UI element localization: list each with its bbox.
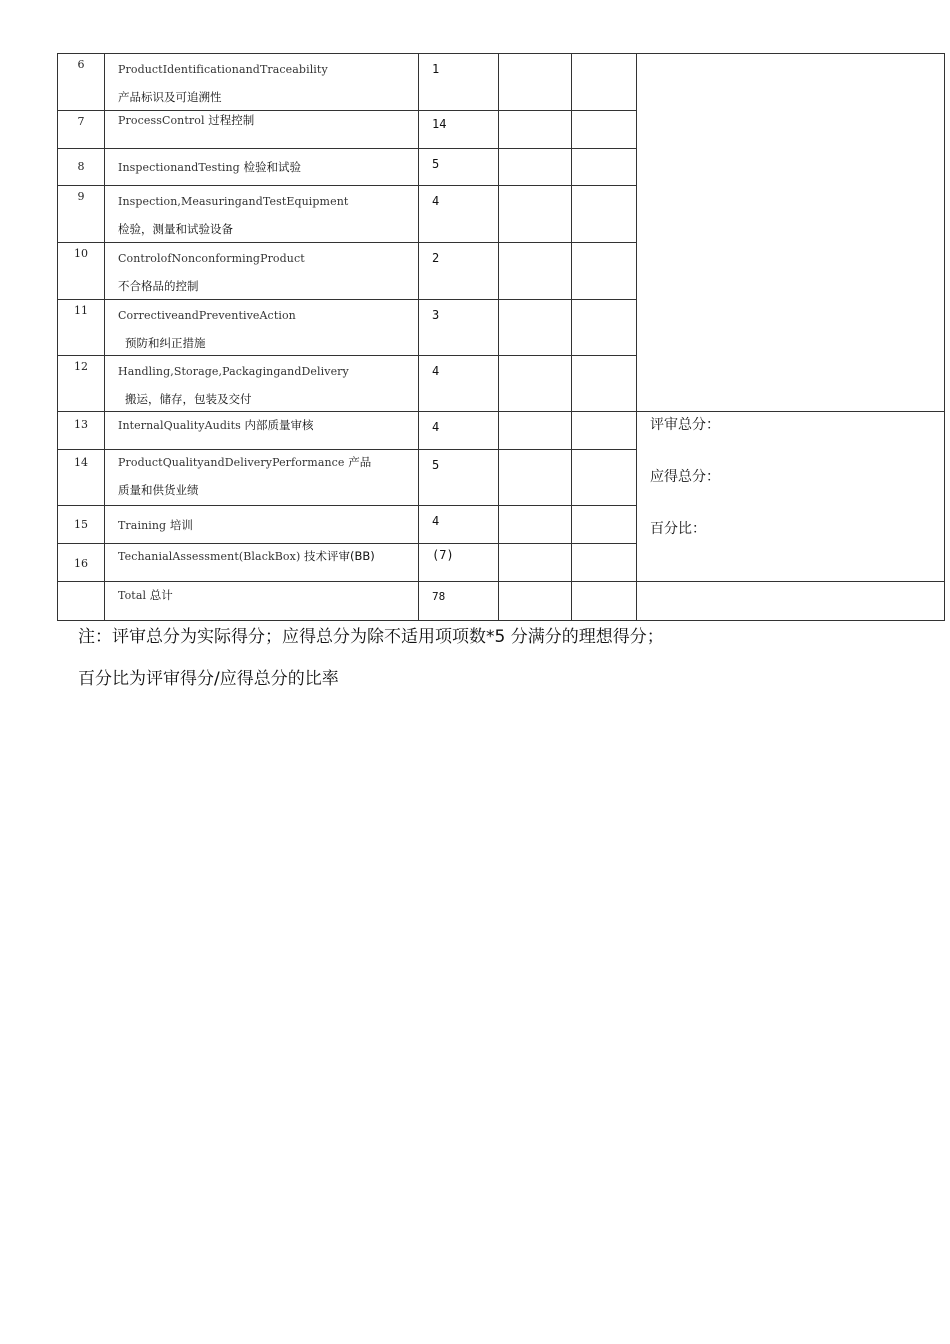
item-name-zh-cont: 质量和供货业绩 <box>118 483 199 497</box>
blank-cell <box>572 506 637 544</box>
item-name-zh: 培训 <box>169 518 193 532</box>
item-score: 14 <box>432 117 447 131</box>
note-line-2: 百分比为评审得分/应得总分的比率 <box>78 669 339 689</box>
blank-merged-cell <box>637 54 945 412</box>
row-number: 14 <box>74 456 88 469</box>
total-label-zh: 总计 <box>149 588 173 602</box>
blank-cell <box>499 450 572 506</box>
blank-cell <box>572 243 637 300</box>
row-number: 10 <box>74 247 88 260</box>
blank-cell <box>572 544 637 582</box>
score-table-container <box>57 53 904 621</box>
item-name-en: Training <box>118 519 167 532</box>
blank-cell <box>499 243 572 300</box>
blank-cell <box>499 111 572 149</box>
percentage-label: 百分比： <box>650 521 706 537</box>
item-name-en: InspectionandTesting <box>118 161 240 174</box>
row-number: 12 <box>74 360 88 373</box>
blank-cell <box>572 111 637 149</box>
blank-cell <box>499 186 572 243</box>
blank-cell <box>499 544 572 582</box>
item-name-zh: 搬运，储存，包装及交付 <box>125 392 252 406</box>
item-score: 4 <box>432 364 440 378</box>
blank-cell <box>499 506 572 544</box>
item-name-en: CorrectiveandPreventiveAction <box>118 309 296 322</box>
blank-cell <box>499 412 572 450</box>
blank-cell <box>572 186 637 243</box>
item-score: (7) <box>432 548 454 562</box>
item-name-zh: 产品 <box>348 455 372 469</box>
total-score: 78 <box>432 590 446 603</box>
item-name-zh: 预防和纠正措施 <box>125 336 206 350</box>
item-name-en: ProcessControl <box>118 114 205 127</box>
total-row <box>58 582 945 621</box>
item-score: 5 <box>432 458 440 472</box>
blank-cell <box>58 582 105 621</box>
item-name-zh: 过程控制 <box>208 113 255 127</box>
score-table <box>57 53 945 621</box>
item-name-en: InternalQualityAudits <box>118 419 241 432</box>
blank-cell <box>499 356 572 412</box>
row-number: 15 <box>74 518 88 531</box>
row-number: 9 <box>77 190 85 203</box>
item-score: 4 <box>432 420 440 434</box>
row-number: 13 <box>74 418 88 431</box>
blank-cell <box>572 412 637 450</box>
table-row <box>58 412 945 450</box>
blank-cell <box>572 450 637 506</box>
item-name-en: Inspection,MeasuringandTestEquipment <box>118 195 349 208</box>
item-score: 2 <box>432 251 440 265</box>
review-total-label: 评审总分： <box>650 417 720 433</box>
blank-cell <box>572 582 637 621</box>
item-score: 5 <box>432 157 440 171</box>
item-name-zh: 检验和试验 <box>243 160 301 174</box>
item-score: 1 <box>432 62 440 76</box>
item-name-zh: 技术评审(BB) <box>304 549 375 563</box>
expected-total-label: 应得总分： <box>650 469 720 485</box>
note-line-1: 注：评审总分为实际得分；应得总分为除不适用项项数*5 分满分的理想得分； <box>78 627 664 647</box>
blank-cell <box>637 582 945 621</box>
row-number: 11 <box>74 304 88 317</box>
blank-cell <box>499 149 572 186</box>
item-name-en: ProductIdentificationandTraceability <box>118 63 328 76</box>
item-score: 4 <box>432 514 440 528</box>
item-name-en: TechanialAssessment(BlackBox) <box>118 550 301 563</box>
item-name-zh: 检验，测量和试验设备 <box>118 222 233 236</box>
row-number: 7 <box>77 115 85 128</box>
blank-cell <box>572 356 637 412</box>
row-number: 8 <box>77 160 85 173</box>
item-name-zh: 产品标识及可追溯性 <box>118 90 222 104</box>
blank-cell <box>499 300 572 356</box>
blank-cell <box>572 54 637 111</box>
row-number: 6 <box>77 58 85 71</box>
item-name-en: ProductQualityandDeliveryPerformance <box>118 456 345 469</box>
item-name-zh: 不合格品的控制 <box>118 279 199 293</box>
blank-cell <box>572 149 637 186</box>
blank-cell <box>499 582 572 621</box>
item-score: 4 <box>432 194 440 208</box>
row-number: 16 <box>74 557 88 570</box>
item-name-en: ControlofNonconformingProduct <box>118 252 305 265</box>
blank-cell <box>572 300 637 356</box>
table-row <box>58 54 945 111</box>
total-label-en: Total <box>118 589 147 602</box>
item-name-zh: 内部质量审核 <box>244 418 314 432</box>
item-name-en: Handling,Storage,PackagingandDelivery <box>118 365 349 378</box>
blank-cell <box>499 54 572 111</box>
summary-cell <box>637 412 945 582</box>
item-score: 3 <box>432 308 440 322</box>
